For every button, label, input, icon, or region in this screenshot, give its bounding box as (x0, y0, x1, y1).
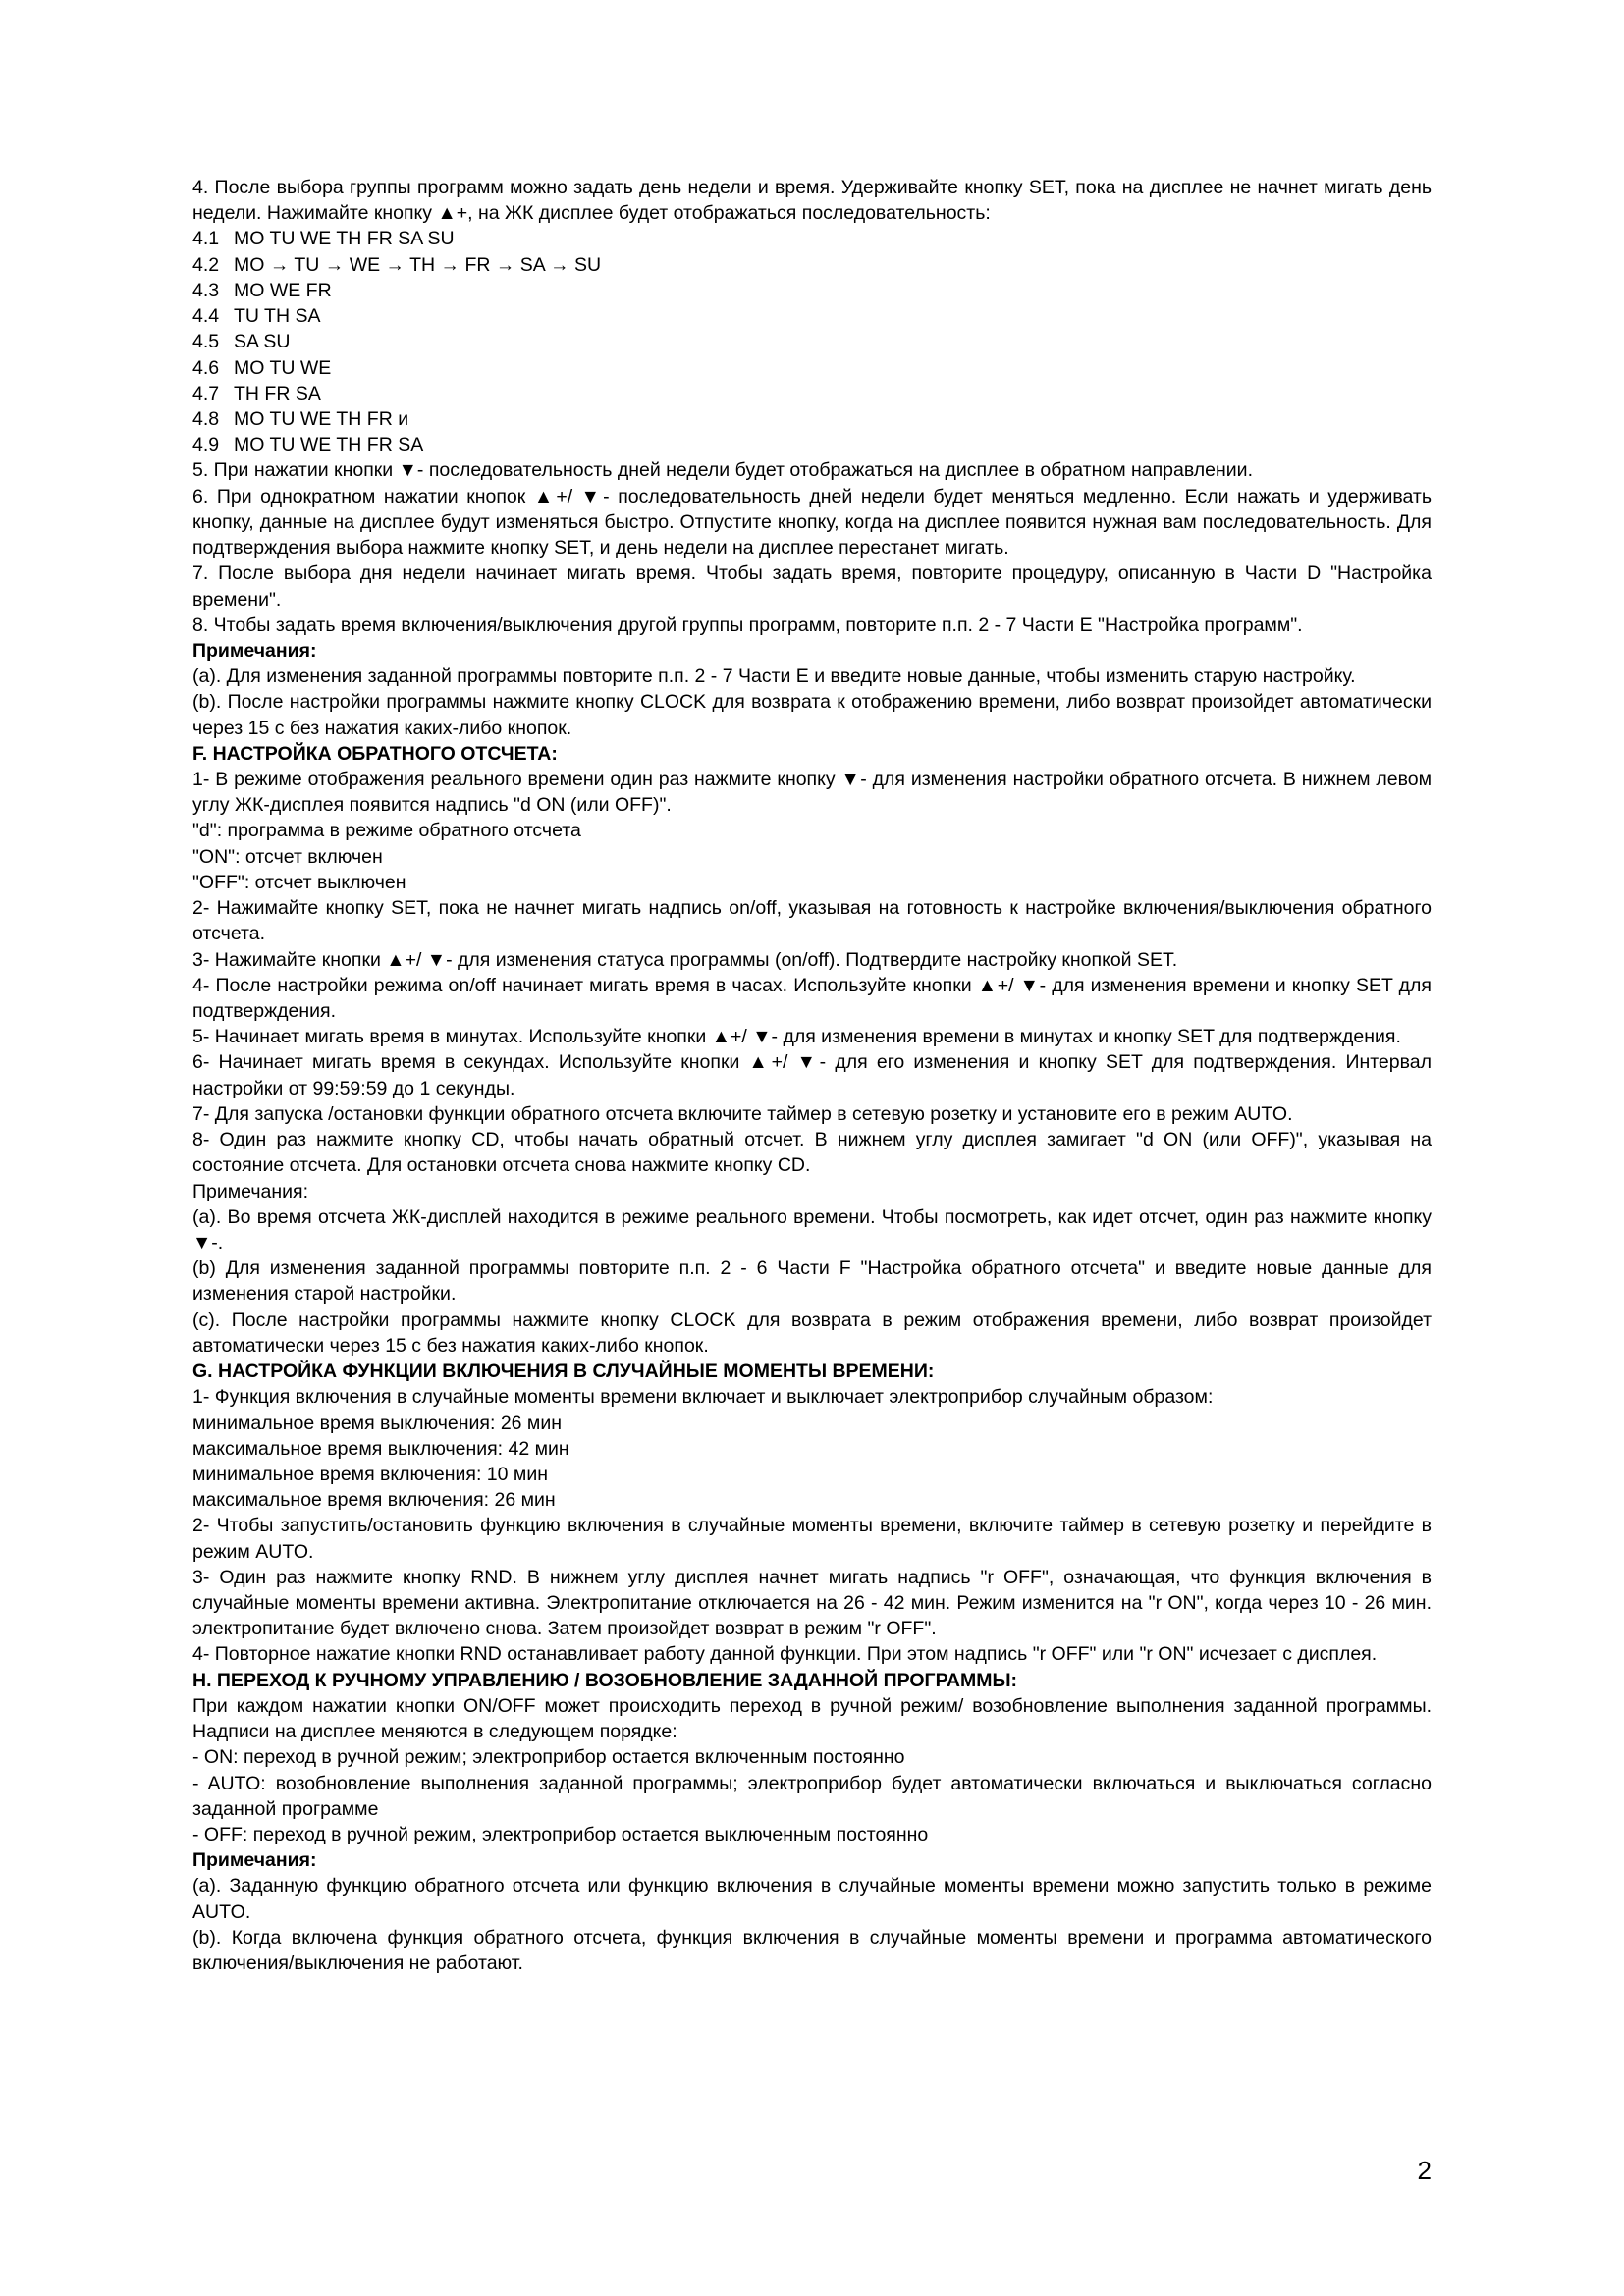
sequence-list (192, 226, 1432, 457)
notes-1-a: (a). Для изменения заданной программы повторите п.п. 2 - 7 Части E и введите новые данные, чтобы изменить старую настройку. (192, 666, 1356, 688)
section-g-item-4: 4- Повторное нажатие кнопки RND останавливает работу данной функции. При этом надпись "r OFF" или "r ON" исчезает с дисплея. (192, 1643, 1378, 1666)
sequence-number: 4.2 (192, 253, 220, 276)
notes-1-title: Примечания: (192, 639, 317, 662)
section-f-item-5: 5- Начинает мигать время в минутах. Используйте кнопки ▲+/ ▼- для изменения времени в минутах и кнопку SET для подтверждения. (192, 1026, 1401, 1048)
sequence-item (192, 278, 1432, 303)
section-h-mode-on: - ON: переход в ручной режим; электроприбор остается включенным постоянно (192, 1746, 905, 1769)
section-f-item-6: 6- Начинает мигать время в секундах. Используйте кнопки ▲+/ ▼- для его изменения и кнопку SET для подтверждения. Интервал настройки от 99:59:59 до 1 секунды. (192, 1051, 1432, 1099)
section-f-item-8: 8- Один раз нажмите кнопку CD, чтобы начать обратный отсчет. В нижнем углу дисплея замигает "d ON (или OFF)", указывая на состояние отсчета. Для остановки отсчета снова нажмите кнопку CD. (192, 1129, 1432, 1177)
section-f-item-7: 7- Для запуска /остановки функции обратного отсчета включите таймер в сетевую розетку и установите его в режим AUTO. (192, 1102, 1293, 1125)
notes-2-b: (b) Для изменения заданной программы повторите п.п. 2 - 6 Части F "Настройка обратного отсчета" и введите новые данные для изменения старой настройки. (192, 1257, 1432, 1306)
section-g-min-on: минимальное время включения: 10 мин (192, 1463, 548, 1485)
sequence-item (192, 329, 1432, 354)
notes-2-c: (c). После настройки программы нажмите кнопку CLOCK для возврата в режим отображения времени, либо возврат произойдет автоматически через 15 с без нажатия каких-либо кнопок. (192, 1308, 1432, 1357)
section-f-title: F. НАСТРОЙКА ОБРАТНОГО ОТСЧЕТА: (192, 742, 558, 765)
sequence-text: TU TH SA (234, 305, 321, 328)
paragraph-6: 6. При однократном нажатии кнопок ▲+/ ▼- последовательность дней недели будет меняться медленно. Если нажать и удерживать кнопку, данные на дисплее будут изменяться быстро. Отпустите кнопку, когда на дисплее появится нужная вам последовательность. Для подтверждения выбора нажмите кнопку SET, и день недели на дисплее перестанет мигать. (192, 485, 1432, 560)
section-h-mode-off: - OFF: переход в ручной режим, электроприбор остается выключенным постоянно (192, 1824, 929, 1845)
sequence-item (192, 303, 1432, 329)
section-g-min-off: минимальное время выключения: 26 мин (192, 1412, 562, 1434)
sequence-number: 4.9 (192, 434, 220, 456)
sequence-item (192, 226, 1432, 251)
paragraph-8: 8. Чтобы задать время включения/выключения другой группы программ, повторите п.п. 2 - 7 Части E "Настройка программ". (192, 614, 1303, 636)
section-g-item-3: 3- Один раз нажмите кнопку RND. В нижнем углу дисплея начнет мигать надпись "r OFF", означающая, что функция включения в случайные моменты времени активна. Электропитание отключается на 26 - 42 мин. Режим изменится на "r ON", когда через 10 - 26 мин. электропитание будет включено снова. Затем произойдет возврат в режим "r OFF". (192, 1566, 1432, 1640)
section-f-legend-off: "OFF": отсчет выключен (192, 871, 406, 893)
section-h-title: H. ПЕРЕХОД К РУЧНОМУ УПРАВЛЕНИЮ / ВОЗОБНОВЛЕНИЕ ЗАДАННОЙ ПРОГРАММЫ: (192, 1669, 1018, 1691)
notes-2-a: (a). Во время отсчета ЖК-дисплей находится в режиме реального времени. Чтобы посмотреть, как идет отсчет, один раз нажмите кнопку ▼-. (192, 1205, 1432, 1254)
section-f-legend-on: "ON": отсчет включен (192, 845, 383, 868)
sequence-item (192, 381, 1432, 406)
section-g-max-on: максимальное время включения: 26 мин (192, 1489, 556, 1512)
section-g-title: G. НАСТРОЙКА ФУНКЦИИ ВКЛЮЧЕНИЯ В СЛУЧАЙНЫЕ МОМЕНТЫ ВРЕМЕНИ: (192, 1361, 935, 1383)
document-body (192, 175, 1432, 1976)
section-f-item-3: 3- Нажимайте кнопки ▲+/ ▼- для изменения статуса программы (on/off). Подтвердите настройку кнопкой SET. (192, 948, 1178, 971)
notes-3-b: (b). Когда включена функция обратного отсчета, функция включения в случайные моменты времени и программа автоматического включения/выключения не работают. (192, 1926, 1432, 1975)
notes-2-title: Примечания: (192, 1180, 308, 1202)
sequence-item (192, 355, 1432, 381)
section-f-legend-d: "d": программа в режиме обратного отсчета (192, 820, 581, 842)
page-number: 2 (1417, 2156, 1432, 2185)
sequence-text: MO TU WE TH FR SA SU (234, 228, 455, 250)
sequence-text: MO TU WE TH FR SA (234, 434, 424, 456)
sequence-number: 4.5 (192, 331, 220, 353)
section-f-item-1: 1- В режиме отображения реального времени один раз нажмите кнопку ▼- для изменения настройки обратного отсчета. В нижнем левом углу ЖК-дисплея появится надпись "d ON (или OFF)". (192, 769, 1432, 817)
sequence-text: MO WE FR (234, 279, 332, 301)
sequence-number: 4.1 (192, 228, 220, 250)
sequence-item (192, 252, 1432, 278)
sequence-item (192, 406, 1432, 432)
sequence-number: 4.8 (192, 407, 220, 430)
sequence-text: TH FR SA (234, 382, 321, 404)
section-h-mode-auto: - AUTO: возобновление выполнения заданной программы; электроприбор будет автоматически включаться и выключаться согласно заданной программе (192, 1772, 1432, 1820)
sequence-text: MO TU WE (234, 356, 332, 379)
sequence-item (192, 432, 1432, 457)
paragraph-7: 7. После выбора дня недели начинает мигать время. Чтобы задать время, повторите процедуру, описанную в Части D "Настройка времени". (192, 562, 1432, 611)
section-g-item-1: 1- Функция включения в случайные моменты времени включает и выключает электроприбор случайным образом: (192, 1386, 1214, 1409)
section-g-item-2: 2- Чтобы запустить/остановить функцию включения в случайные моменты времени, включите таймер в сетевую розетку и перейдите в режим AUTO. (192, 1515, 1432, 1563)
section-f-item-4: 4- После настройки режима on/off начинает мигать время в часах. Используйте кнопки ▲+/ ▼- для изменения времени и кнопку SET для подтверждения. (192, 974, 1432, 1022)
notes-1-b: (b). После настройки программы нажмите кнопку CLOCK для возврата к отображению времени, либо возврат произойдет автоматически через 15 с без нажатия каких-либо кнопок. (192, 691, 1432, 739)
sequence-text: SA SU (234, 331, 291, 353)
section-f-item-2: 2- Нажимайте кнопку SET, пока не начнет мигать надпись on/off, указывая на готовность к настройке включения/выключения обратного отсчета. (192, 897, 1432, 945)
sequence-text: MO TU WE TH FR и (234, 407, 409, 430)
notes-3-title: Примечания: (192, 1849, 317, 1872)
sequence-text: MO → TU → WE → TH → FR → SA → SU (234, 253, 602, 276)
section-g-max-off: максимальное время выключения: 42 мин (192, 1437, 569, 1460)
paragraph-4: 4. После выбора группы программ можно задать день недели и время. Удерживайте кнопку SET, пока на дисплее не начнет мигать день недели. Нажимайте кнопку ▲+, на ЖК дисплее будет отображаться последовательность: (192, 177, 1432, 225)
sequence-number: 4.3 (192, 279, 220, 301)
sequence-number: 4.4 (192, 305, 220, 328)
sequence-number: 4.7 (192, 382, 220, 404)
sequence-number: 4.6 (192, 356, 220, 379)
notes-3-a: (a). Заданную функцию обратного отсчета или функцию включения в случайные моменты времени можно запустить только в режиме AUTO. (192, 1875, 1432, 1923)
section-h-intro: При каждом нажатии кнопки ON/OFF может происходить переход в ручной режим/ возобновление выполнения заданной программы. Надписи на дисплее меняются в следующем порядке: (192, 1694, 1432, 1743)
paragraph-5: 5. При нажатии кнопки ▼- последовательность дней недели будет отображаться на дисплее в обратном направлении. (192, 459, 1253, 482)
